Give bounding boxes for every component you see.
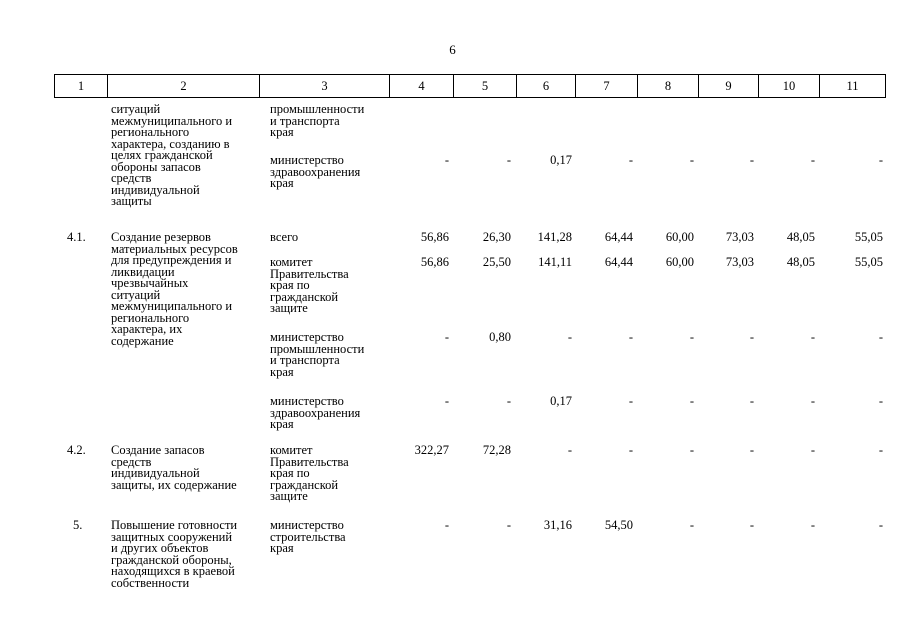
value-cell: 56,86 bbox=[420, 230, 449, 244]
value-cell: - bbox=[628, 394, 633, 408]
header-cell: 3 bbox=[260, 75, 390, 98]
value-cell: - bbox=[506, 394, 511, 408]
value-cell: 26,30 bbox=[482, 230, 511, 244]
executor-text: всего bbox=[270, 230, 299, 244]
header-cell: 11 bbox=[820, 75, 886, 98]
value-cell: 31,16 bbox=[543, 518, 572, 532]
row-name: ситуаций межмуниципального и регионального характера, созданию в целях гражданской обороны запасов средств индивидуальной защиты bbox=[111, 102, 233, 208]
row-name: Создание резервов материальных ресурсов для предупреждения и ликвидации чрезвычайных ситуаций межмуниципального и регионального характера, их содержание bbox=[111, 230, 238, 348]
value-cell: - bbox=[810, 153, 815, 167]
value-cell: - bbox=[689, 153, 694, 167]
value-cell: - bbox=[878, 153, 883, 167]
value-cell: - bbox=[444, 518, 449, 532]
header-cell: 1 bbox=[55, 75, 108, 98]
value-cell: - bbox=[628, 330, 633, 344]
header-cell: 2 bbox=[108, 75, 260, 98]
value-cell: - bbox=[689, 330, 694, 344]
value-cell: - bbox=[628, 153, 633, 167]
executor-text: министерство здравоохранения края bbox=[270, 394, 361, 431]
value-cell: - bbox=[749, 330, 754, 344]
value-cell: 0,80 bbox=[489, 330, 511, 344]
header-cell: 9 bbox=[699, 75, 759, 98]
header-cell: 4 bbox=[390, 75, 454, 98]
executor-text: министерство здравоохранения края bbox=[270, 153, 361, 190]
value-cell: 141,28 bbox=[537, 230, 572, 244]
value-cell: 60,00 bbox=[665, 230, 694, 244]
value-cell: 0,17 bbox=[550, 394, 572, 408]
row-name: Создание запасов средств индивидуальной защиты, их содержание bbox=[111, 443, 237, 492]
value-cell: - bbox=[810, 330, 815, 344]
value-cell: - bbox=[689, 518, 694, 532]
value-cell: - bbox=[749, 443, 754, 457]
value-cell: - bbox=[506, 518, 511, 532]
executor-text: министерство строительства края bbox=[270, 518, 346, 555]
value-cell: - bbox=[749, 394, 754, 408]
value-cell: 48,05 bbox=[786, 230, 815, 244]
header-row bbox=[55, 75, 886, 98]
executor-text: промышленности и транспорта края bbox=[270, 102, 365, 139]
value-cell: 60,00 bbox=[665, 255, 694, 269]
header-cell: 10 bbox=[759, 75, 820, 98]
value-cell: - bbox=[749, 518, 754, 532]
row-number: 5. bbox=[73, 518, 83, 532]
value-cell: 55,05 bbox=[854, 230, 883, 244]
row-name: Повышение готовности защитных сооружений и других объектов гражданской обороны, находящихся в краевой собственности bbox=[111, 518, 238, 590]
value-cell: 73,03 bbox=[725, 255, 754, 269]
header-cell: 6 bbox=[517, 75, 576, 98]
row-number: 4.1. bbox=[67, 230, 86, 244]
value-cell: 141,11 bbox=[538, 255, 572, 269]
value-cell: 55,05 bbox=[854, 255, 883, 269]
value-cell: - bbox=[444, 394, 449, 408]
value-cell: - bbox=[689, 394, 694, 408]
value-cell: 73,03 bbox=[725, 230, 754, 244]
value-cell: - bbox=[810, 394, 815, 408]
value-cell: - bbox=[444, 153, 449, 167]
value-cell: 25,50 bbox=[482, 255, 511, 269]
value-cell: - bbox=[506, 153, 511, 167]
header-cell: 8 bbox=[638, 75, 699, 98]
row-number: 4.2. bbox=[67, 443, 86, 457]
value-cell: - bbox=[810, 518, 815, 532]
value-cell: - bbox=[878, 330, 883, 344]
executor-text: комитет Правительства края по гражданской защите bbox=[270, 255, 349, 315]
executor-text: комитет Правительства края по гражданской защите bbox=[270, 443, 349, 503]
value-cell: 64,44 bbox=[604, 255, 633, 269]
value-cell: 72,28 bbox=[482, 443, 511, 457]
header-cell: 7 bbox=[576, 75, 638, 98]
value-cell: - bbox=[567, 443, 572, 457]
value-cell: 56,86 bbox=[420, 255, 449, 269]
value-cell: 64,44 bbox=[604, 230, 633, 244]
value-cell: - bbox=[689, 443, 694, 457]
value-cell: - bbox=[749, 153, 754, 167]
header-row-table bbox=[54, 74, 886, 98]
value-cell: 322,27 bbox=[414, 443, 449, 457]
value-cell: 54,50 bbox=[604, 518, 633, 532]
value-cell: - bbox=[628, 443, 633, 457]
value-cell: 0,17 bbox=[550, 153, 572, 167]
header-cell: 5 bbox=[454, 75, 517, 98]
value-cell: - bbox=[810, 443, 815, 457]
value-cell: 48,05 bbox=[786, 255, 815, 269]
value-cell: - bbox=[878, 518, 883, 532]
page-number: 6 bbox=[449, 42, 456, 57]
value-cell: - bbox=[878, 394, 883, 408]
executor-text: министерство промышленности и транспорта края bbox=[270, 330, 365, 379]
value-cell: - bbox=[878, 443, 883, 457]
value-cell: - bbox=[567, 330, 572, 344]
value-cell: - bbox=[444, 330, 449, 344]
